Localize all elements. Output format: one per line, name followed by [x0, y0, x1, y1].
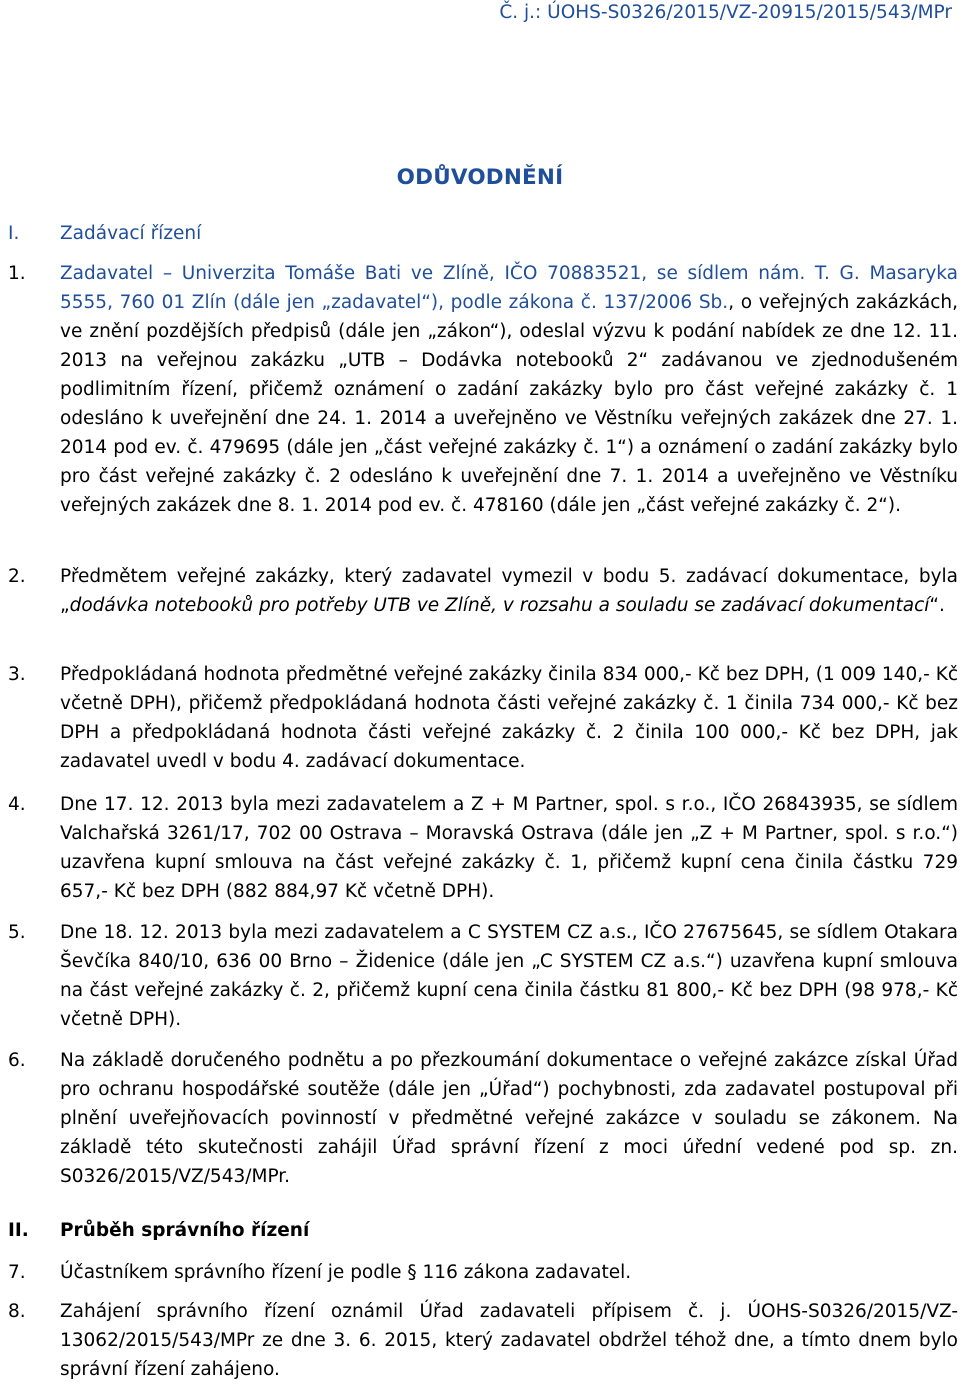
paragraph-2 — [8, 562, 958, 620]
section-number: I. — [8, 223, 20, 244]
section-heading-zadavaci-rizeni — [8, 219, 958, 248]
paragraph-text-part: “. — [929, 595, 945, 616]
paragraph-number: 6. — [8, 1050, 26, 1071]
paragraph-6 — [8, 1046, 958, 1191]
paragraph-text — [60, 259, 958, 520]
paragraph-number: 3. — [8, 664, 26, 685]
paragraph-4 — [8, 790, 958, 906]
paragraph-number: 5. — [8, 922, 26, 943]
paragraph-text: Zahájení správního řízení oznámil Úřad zadavateli přípisem č. j. ÚOHS-S0326/2015/VZ-13062/2015/543/MPr ze dne 3. 6. 2015, který zadavatel obdržel téhož dne, a tímto dnem bylo správní řízení zahájeno. — [60, 1301, 958, 1380]
paragraph-text: Předpokládaná hodnota předmětné veřejné zakázky činila 834 000,- Kč bez DPH, (1 009 140,- Kč včetně DPH), přičemž předpokládaná hodnota části veřejné zakázky č. 1 činila 734 000,- Kč bez DPH a předpokládaná hodnota části veřejné zakázky č. 2 činila 100 000,- Kč bez DPH, jak zadavatel uvedl v bodu 4. zadávací dokumentace. — [60, 664, 958, 772]
paragraph-text-part: 2013 na veřejnou zakázku „UTB – Dodávka notebooků 2“ zadávanou ve zjednodušeném podlimitním řízení, přičemž oznámení o zadání zakázky bylo pro část veřejné zakázky č. 1 odesláno k uveřejnění dne 24. 1. 2014 a uveřejněno ve Věstníku veřejných zakázek dne 27. 1. 2014 pod ev. č. 479695 (dále jen „část veřejné zakázky č. 1“) a oznámení o zadání zakázky bylo pro část veřejné zakázky č. 2 odesláno k uveřejnění dne 7. 1. 2014 a uveřejněno ve Věstníku veřejných zakázek dne 8. 1. 2014 pod ev. č. 478160 (dále jen „část veřejné zakázky č. 2“). — [60, 350, 958, 516]
paragraph-text-part: Zadavatel – Univerzita Tomáše Bati ve Zlíně, IČO 70883521, se sídlem nám. T. G. Masaryka 5555, 760 01 Zlín (dále jen „zadavatel“), podle zákona č. 137/2006 Sb. — [60, 263, 958, 313]
paragraph-number: 7. — [8, 1262, 26, 1283]
paragraph-text: Na základě doručeného podnětu a po přezkoumání dokumentace o veřejné zakázce získal Úřad pro ochranu hospodářské soutěže (dále jen „Úřad“) pochybnosti, zda zadavatel postupoval při plnění uveřejňovacích povinností v předmětné veřejné zakázce v souladu se zákonem. Na základě této skutečnosti zahájil Úřad správní řízení z moci úřední vedené pod sp. zn. S0326/2015/VZ/543/MPr. — [60, 1050, 958, 1187]
paragraph-8 — [8, 1297, 958, 1384]
paragraph-text-part: Předmětem veřejné zakázky, který zadavatel vymezil v bodu 5. zadávací dokumentace, byla „ — [60, 566, 958, 616]
paragraph-text: Dne 17. 12. 2013 byla mezi zadavatelem a Z + M Partner, spol. s r.o., IČO 26843935, se sídlem Valchařská 3261/17, 702 00 Ostrava – Moravská Ostrava (dále jen „Z + M Partner, spol. s r.o.“) uzavřena kupní smlouva na část veřejné zakázky č. 1, přičemž kupní cena činila částku 729 657,- Kč bez DPH (882 884,97 Kč včetně DPH). — [60, 794, 958, 902]
document-reference-number: Č. j.: ÚOHS-S0326/2015/VZ-20915/2015/543/MPr — [499, 2, 952, 23]
paragraph-number: 4. — [8, 794, 26, 815]
paragraph-text-italic: dodávka notebooků pro potřeby UTB ve Zlíně, v rozsahu a souladu se zadávací dokumentací — [69, 595, 930, 616]
paragraph-3 — [8, 660, 958, 776]
document-title: ODŮVODNĚNÍ — [396, 165, 564, 190]
section-title: Průběh správního řízení — [60, 1220, 310, 1241]
paragraph-text: Dne 18. 12. 2013 byla mezi zadavatelem a C SYSTEM CZ a.s., IČO 27675645, se sídlem Otakara Ševčíka 840/10, 636 00 Brno – Židenice (dále jen „C SYSTEM CZ a.s.“) uzavřena kupní smlouva na část veřejné zakázky č. 2, přičemž kupní cena činila částku 81 800,- Kč bez DPH (98 978,- Kč včetně DPH). — [60, 922, 958, 1030]
paragraph-1 — [8, 259, 958, 520]
paragraph-text: Účastníkem správního řízení je podle § 116 zákona zadavatel. — [60, 1262, 632, 1283]
section-number: II. — [8, 1220, 29, 1241]
paragraph-text-part: , o veřejných zakázkách, ve znění pozdějších předpisů (dále jen „zákon“), odeslal výzvu k podání nabídek ze dne 12. 11. — [60, 292, 958, 342]
paragraph-7 — [8, 1258, 958, 1287]
paragraph-text — [60, 562, 958, 620]
section-heading-prubeh-spravniho-rizeni — [8, 1216, 958, 1245]
paragraph-number: 8. — [8, 1301, 26, 1322]
paragraph-5 — [8, 918, 958, 1034]
paragraph-number: 2. — [8, 566, 26, 587]
section-title: Zadávací řízení — [60, 223, 202, 244]
paragraph-number: 1. — [8, 263, 26, 284]
